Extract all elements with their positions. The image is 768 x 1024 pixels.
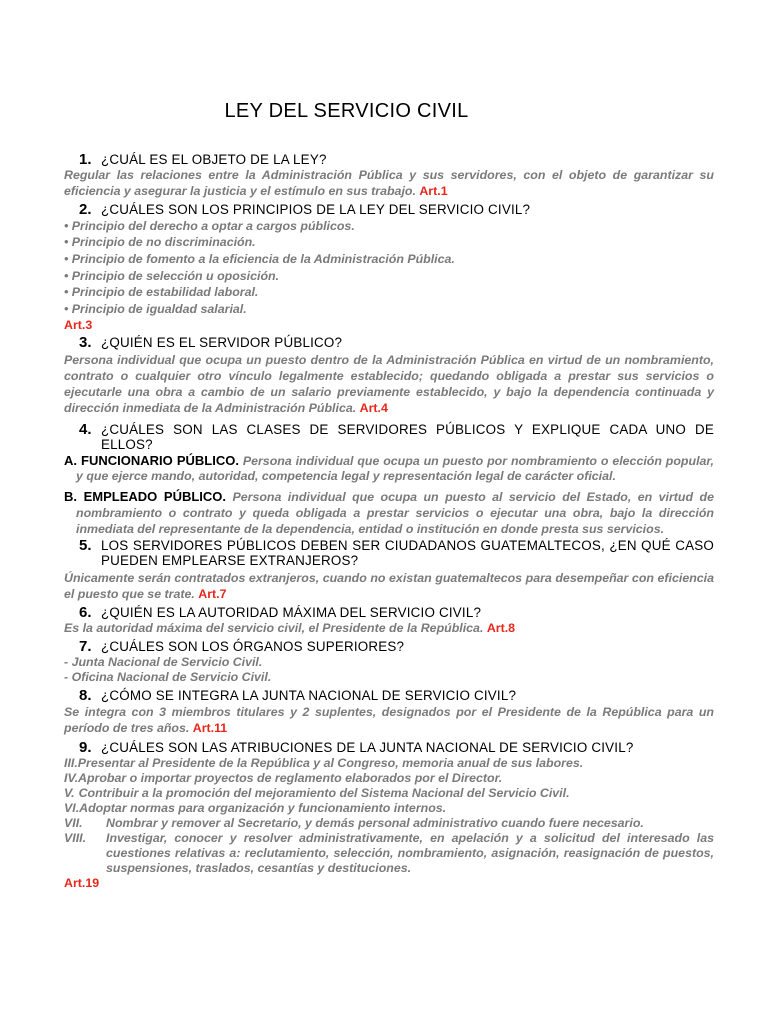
definition-b — [64, 489, 714, 537]
question-text: ¿CUÁL ES EL OBJETO DE LA LEY? — [101, 152, 327, 167]
attribution-item — [64, 831, 714, 876]
question-number: 5. — [79, 537, 92, 555]
question-text: ¿QUIÉN ES LA AUTORIDAD MÁXIMA DEL SERVICIO CIVIL? — [101, 605, 482, 621]
article-ref: Art.4 — [359, 400, 388, 415]
answer-text: Es la autoridad máxima del servicio civil, el Presidente de la República. — [64, 621, 484, 636]
roman-numeral: V. — [64, 786, 75, 801]
question-4 — [79, 422, 714, 452]
list-item: • Principio de selección u oposición. — [64, 268, 280, 283]
question-8 — [79, 688, 714, 703]
attribution-item — [64, 801, 714, 816]
attribution-item — [64, 816, 714, 831]
answer-text: Únicamente serán contratados extranjeros, cuando no existan guatemaltecos para desempeñar con eficiencia el puesto que se trate. — [64, 571, 714, 602]
roman-numeral: VIII. — [64, 831, 87, 846]
roman-numeral: IV. — [64, 771, 79, 786]
question-2 — [79, 202, 714, 217]
question-number: 6. — [79, 604, 92, 622]
list-item: • Principio de no discriminación. — [64, 235, 256, 250]
attribution-item — [64, 771, 714, 786]
roman-numeral: VII. — [64, 816, 83, 831]
list-item: • Principio de igualdad salarial. — [64, 302, 247, 317]
question-number: 7. — [79, 637, 92, 655]
principles-list — [64, 218, 714, 318]
article-ref: Art.3 — [64, 317, 93, 332]
list-item: • Principio de fomento a la eficiencia de la Administración Pública. — [64, 252, 455, 266]
attribution-text: Investigar, conocer y resolver administrativamente, en apelación y a solicitud del interesado las cuestiones relativas a: reclutamiento, selección, nombramiento, asignación, reasignación de puestos, suspensiones, traslados, cesantías y destituciones. — [106, 831, 714, 876]
list-item: - Junta Nacional de Servicio Civil. — [64, 654, 263, 669]
answer-3 — [64, 353, 714, 416]
definition-label: A. FUNCIONARIO PÚBLICO. — [64, 452, 239, 468]
article-ref: Art.19 — [64, 876, 100, 891]
question-text: LOS SERVIDORES PÚBLICOS DEBEN SER CIUDADANOS GUATEMALTECOS, ¿EN QUÉ CASO PUEDEN EMPLEARSE EXTRANJEROS? — [101, 538, 714, 569]
list-item: • Principio de estabilidad laboral. — [64, 285, 259, 300]
question-number: 4. — [79, 420, 92, 438]
attribution-item — [64, 786, 714, 801]
list-item: - Oficina Nacional de Servicio Civil. — [64, 670, 272, 685]
answer-8 — [64, 705, 714, 737]
answer-text: Persona individual que ocupa un puesto dentro de la Administración Pública en virtud de un nombramiento, contrato o cualquier otro vínculo legalmente establecido; quedando obligada a prestar sus servicios o ejecutarle una obra a cambio de un salario previamente establecido, y bajo la dependencia continuada y dirección inmediata de la Administración Pública. — [64, 353, 714, 415]
answer-6 — [64, 621, 714, 637]
definition-a — [64, 453, 714, 486]
question-1 — [79, 152, 714, 167]
question-3 — [79, 335, 714, 350]
question-text: ¿CUÁLES SON LOS PRINCIPIOS DE LA LEY DEL SERVICIO CIVIL? — [101, 201, 531, 217]
document-body — [64, 151, 714, 892]
attribution-text: Contribuir a la promoción del mejoramiento del Sistema Nacional del Servicio Civil. — [78, 786, 570, 801]
article-ref: Art.1 — [419, 183, 448, 198]
definition-text: Persona individual que ocupa un puesto por nombramiento o elección popular, y que ejerce mando, autoridad, competencia legal y representación legal de carácter oficial. — [76, 453, 714, 484]
attribution-text: Aprobar o importar proyectos de reglamento elaborados por el Director. — [78, 771, 503, 786]
question-5 — [79, 538, 714, 568]
question-6 — [79, 605, 714, 620]
question-text: ¿QUIÉN ES EL SERVIDOR PÚBLICO? — [101, 335, 343, 351]
question-9 — [79, 740, 714, 755]
document-title: LEY DEL SERVICIO CIVIL — [224, 100, 469, 122]
question-number: 8. — [79, 686, 92, 704]
answer-1 — [64, 168, 714, 200]
question-text: ¿CUÁLES SON LAS CLASES DE SERVIDORES PÚBLICOS Y EXPLIQUE CADA UNO DE ELLOS? — [101, 421, 714, 452]
definition-label: B. EMPLEADO PÚBLICO. — [64, 489, 227, 505]
organs-list — [64, 655, 714, 686]
question-7 — [79, 639, 714, 654]
question-number: 3. — [79, 334, 92, 352]
answer-text: Se integra con 3 miembros titulares y 2 suplentes, designados por el Presidente de la República para un período de tres años. — [64, 704, 714, 735]
article-ref: Art.7 — [198, 587, 227, 602]
question-text: ¿CUÁLES SON LAS ATRIBUCIONES DE LA JUNTA NACIONAL DE SERVICIO CIVIL? — [101, 740, 634, 756]
article-ref: Art.8 — [486, 621, 516, 636]
question-number: 1. — [79, 151, 92, 168]
article-ref: Art.11 — [192, 720, 228, 735]
question-number: 2. — [79, 200, 92, 218]
definition-text: Persona individual que ocupa un puesto al servicio del Estado, en virtud de nombramiento o contrato y queda obligada a prestar servicios o ejecutar una obra, bajo la dirección inmediata del representante de la dependencia, entidad o institución en donde presta sus servicios. — [76, 490, 714, 536]
attribution-text: Adoptar normas para organización y funcionamiento internos. — [79, 801, 447, 816]
attribution-text: Nombrar y remover al Secretario, y demás personal administrativo cuando fuere necesario. — [106, 816, 644, 831]
attribution-item — [64, 756, 714, 771]
roman-numeral: VI. — [64, 801, 80, 816]
attribution-text: Presentar al Presidente de la República y al Congreso, memoria anual de sus labores. — [77, 756, 584, 771]
answer-text: Regular las relaciones entre la Administración Pública y sus servidores, con el objeto de garantizar su eficiencia y asegurar la justicia y el estímulo en sus trabajo. — [64, 168, 714, 198]
list-item: • Principio del derecho a optar a cargos públicos. — [64, 218, 355, 233]
question-text: ¿CÓMO SE INTEGRA LA JUNTA NACIONAL DE SERVICIO CIVIL? — [101, 687, 517, 703]
answer-5 — [64, 571, 714, 603]
question-text: ¿CUÁLES SON LOS ÓRGANOS SUPERIORES? — [101, 638, 405, 654]
question-number: 9. — [79, 739, 92, 757]
roman-numeral: III. — [64, 756, 78, 771]
